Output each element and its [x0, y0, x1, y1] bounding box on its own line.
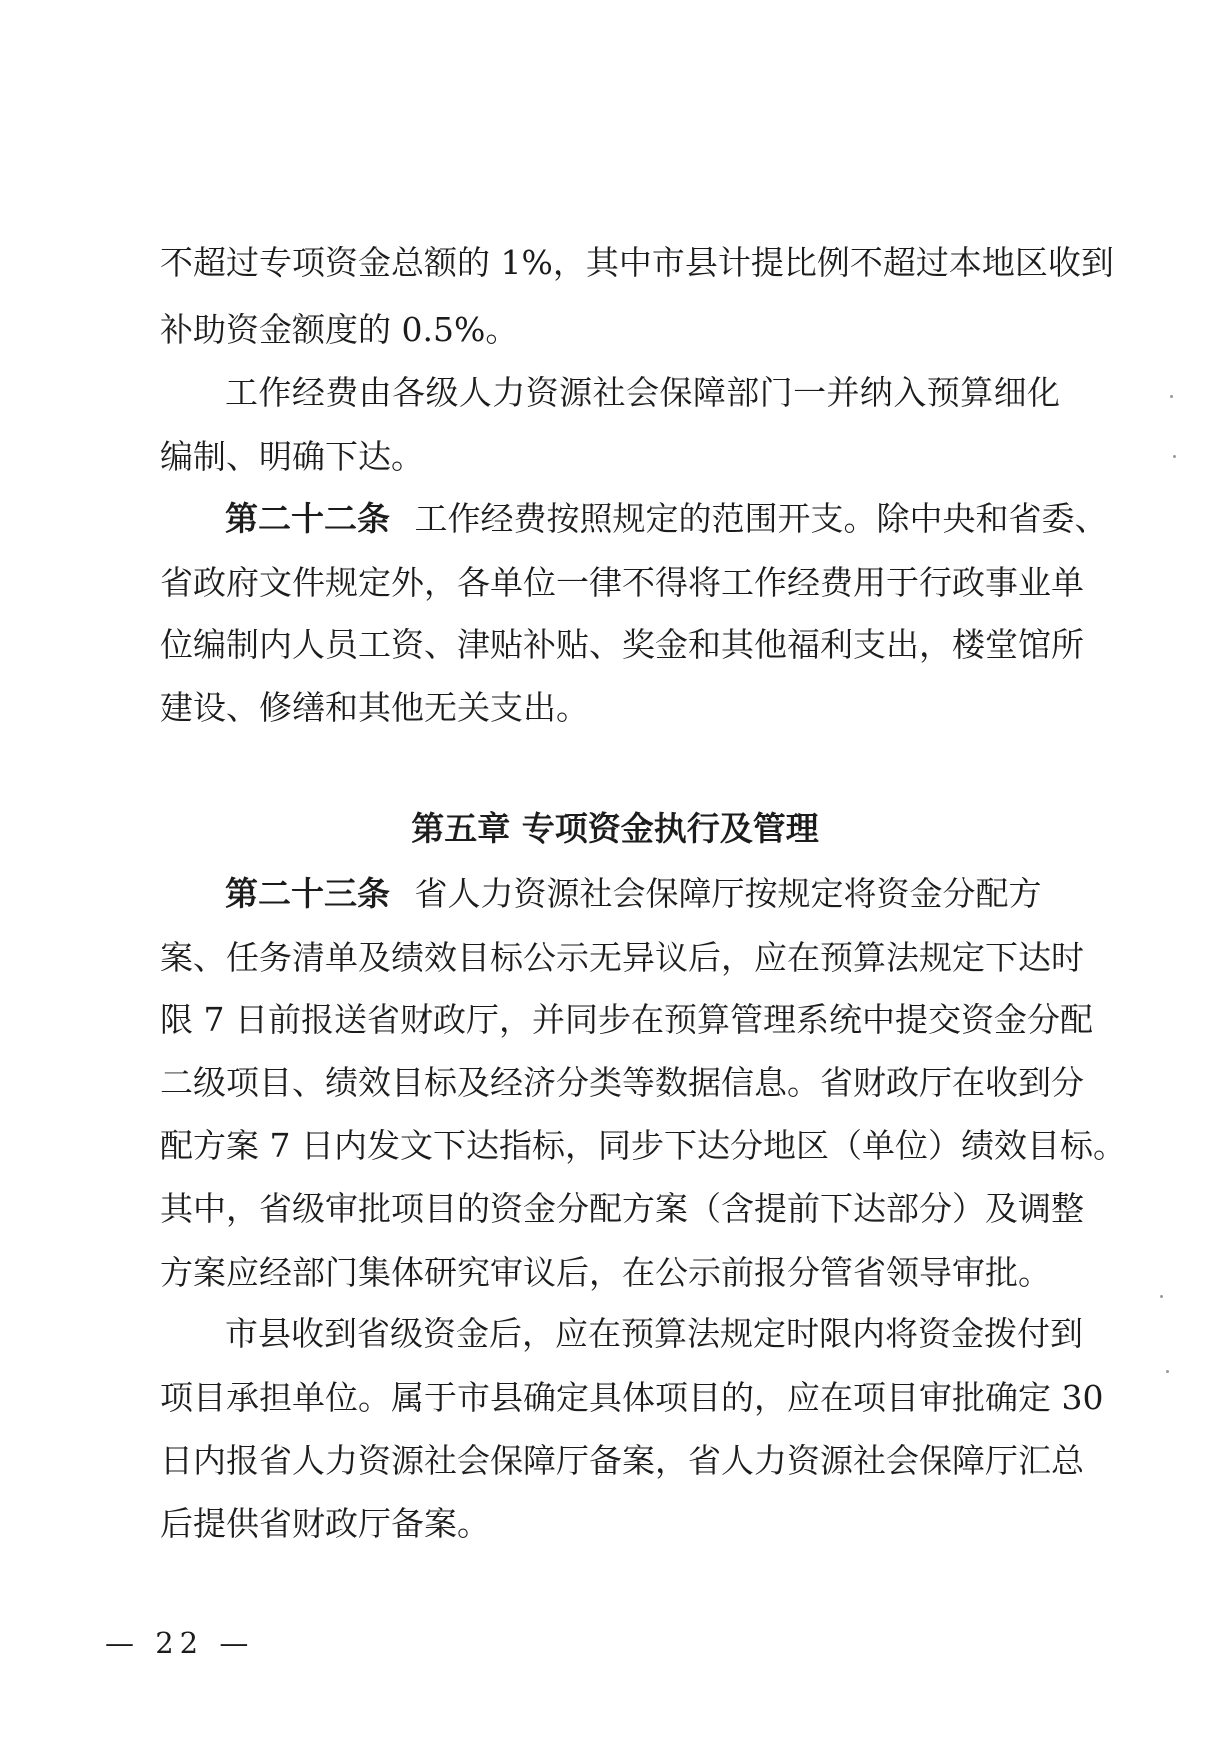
paragraph-line: 位编制内人员工资、津贴补贴、奖金和其他福利支出，楼堂馆所 [160, 625, 1084, 664]
paragraph-line: 限 7 日前报送省财政厅，并同步在预算管理系统中提交资金分配 [160, 1000, 1093, 1039]
paragraph-line: 编制、明确下达。 [160, 437, 424, 476]
paragraph-line: 日内报省人力资源社会保障厅备案，省人力资源社会保障厅汇总 [160, 1441, 1084, 1480]
paragraph-line: 建设、修缮和其他无关支出。 [160, 688, 589, 727]
article-22-first-line [225, 499, 1108, 539]
scan-speck [1170, 395, 1173, 398]
paragraph-line: 后提供省财政厅备案。 [160, 1504, 490, 1543]
paragraph-line: 补助资金额度的 0.5%。 [160, 310, 519, 349]
article-23-label: 第二十三条 [225, 874, 390, 913]
paragraph-line: 二级项目、绩效目标及经济分类等数据信息。省财政厅在收到分 [160, 1063, 1084, 1102]
paragraph-line: 工作经费按照规定的范围开支。除中央和省委、 [414, 499, 1108, 538]
paragraph-line: 项目承担单位。属于市县确定具体项目的，应在项目审批确定 30 [160, 1378, 1104, 1417]
paragraph-line: 不超过专项资金总额的 1%，其中市县计提比例不超过本地区收到 [160, 243, 1114, 282]
article-23-first-line [225, 874, 1060, 914]
paragraph-line: 配方案 7 日内发文下达指标，同步下达分地区（单位）绩效目标。 [160, 1126, 1126, 1165]
paragraph-line: 市县收到省级资金后，应在预算法规定时限内将资金拨付到 [225, 1314, 1083, 1353]
paragraph-line: 省人力资源社会保障厅按规定将资金分配方 [414, 874, 1042, 913]
paragraph-line: 其中，省级审批项目的资金分配方案（含提前下达部分）及调整 [160, 1189, 1084, 1228]
scan-speck [1173, 455, 1176, 458]
paragraph-line: 工作经费由各级人力资源社会保障部门一并纳入预算细化 [225, 373, 1060, 412]
page-number: — 22 — [105, 1626, 255, 1660]
paragraph-line: 省政府文件规定外，各单位一律不得将工作经费用于行政事业单 [160, 563, 1084, 602]
paragraph-line: 案、任务清单及绩效目标公示无异议后，应在预算法规定下达时 [160, 938, 1084, 977]
chapter-heading: 第五章 专项资金执行及管理 [411, 809, 819, 848]
article-22-label: 第二十二条 [225, 499, 390, 538]
paragraph-line: 方案应经部门集体研究审议后，在公示前报分管省领导审批。 [160, 1253, 1051, 1292]
scan-speck [1160, 1295, 1163, 1298]
scan-speck [1166, 1370, 1169, 1373]
